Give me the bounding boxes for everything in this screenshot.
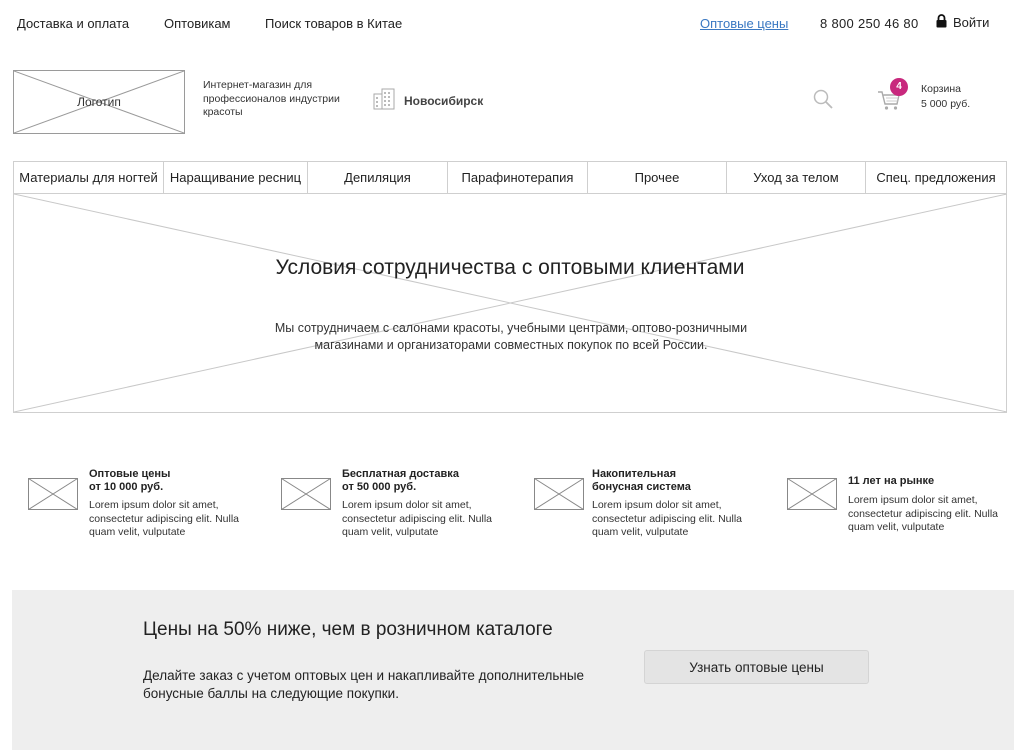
feature-item (787, 468, 1017, 548)
banner-subtitle: Мы сотрудничаем с салонами красоты, учебными центрами, оптово-розничными магазинами и организаторами совместных покупок по всей России. (274, 321, 748, 352)
envelope-icon (534, 478, 584, 510)
category-nav (13, 161, 1007, 194)
banner-placeholder-cross (14, 194, 1007, 412)
china-search-link[interactable]: Поиск товаров в Китае (265, 16, 403, 31)
cart-count-badge: 4 (890, 78, 908, 96)
building-icon (373, 88, 395, 113)
search-icon[interactable] (812, 88, 834, 110)
nav-item-other[interactable]: Прочее (588, 162, 727, 193)
feature-text: Lorem ipsum dolor sit amet, consectetur adipiscing elit. Nulla quam velit, vulputate (342, 499, 492, 538)
login-label: Войти (953, 14, 990, 30)
delivery-link[interactable]: Доставка и оплата (17, 16, 130, 31)
cart-amount: 5 000 руб. (921, 98, 971, 110)
lock-icon (936, 14, 947, 31)
promo-text: Делайте заказ с учетом оптовых цен и накапливайте дополнительные бонусные баллы на следующие покупки. (143, 668, 585, 701)
nav-item-body-care[interactable]: Уход за телом (727, 162, 866, 193)
phone-number[interactable]: 8 800 250 46 80 (820, 16, 919, 31)
top-bar (0, 0, 1024, 46)
nav-item-depilation[interactable]: Депиляция (308, 162, 448, 193)
cart-summary[interactable] (921, 82, 970, 112)
feature-item (28, 468, 258, 548)
promo-title: Цены на 50% ниже, чем в розничном каталоге (143, 619, 553, 640)
feature-title: Бесплатная доставка от 50 000 руб. (342, 468, 459, 493)
feature-text: Lorem ipsum dolor sit amet, consectetur adipiscing elit. Nulla quam velit, vulputate (89, 499, 239, 538)
city-name: Новосибирск (404, 93, 484, 108)
store-tagline: Интернет-магазин для профессионалов индустрии красоты (203, 79, 340, 118)
wholesale-prices-link[interactable]: Оптовые цены (700, 16, 789, 31)
city-selector[interactable] (373, 88, 483, 113)
feature-title: Накопительная бонусная система (592, 468, 691, 493)
logo-label: Логотип (77, 95, 121, 109)
learn-wholesale-prices-button[interactable]: Узнать оптовые цены (644, 650, 869, 684)
feature-item (534, 468, 764, 548)
feature-text: Lorem ipsum dolor sit amet, consectetur adipiscing elit. Nulla quam velit, vulputate (592, 499, 742, 538)
cart-label: Корзина (921, 83, 961, 95)
feature-title: Оптовые цены от 10 000 руб. (89, 468, 171, 493)
nav-item-lashes[interactable]: Наращивание ресниц (164, 162, 308, 193)
envelope-icon (281, 478, 331, 510)
nav-item-paraffin[interactable]: Парафинотерапия (448, 162, 588, 193)
feature-title: 11 лет на рынке (848, 475, 935, 487)
envelope-icon (28, 478, 78, 510)
envelope-icon (787, 478, 837, 510)
nav-item-nails[interactable]: Материалы для ногтей (14, 162, 164, 193)
wholesalers-link[interactable]: Оптовикам (164, 16, 231, 31)
wholesale-promo-section (12, 590, 1014, 750)
hero-banner (13, 194, 1007, 413)
banner-title: Условия сотрудничества с оптовыми клиентами (275, 256, 745, 279)
feature-item (281, 468, 511, 548)
logo-placeholder[interactable] (13, 70, 185, 134)
feature-text: Lorem ipsum dolor sit amet, consectetur adipiscing elit. Nulla quam velit, vulputate (848, 494, 998, 533)
login-button[interactable] (936, 13, 989, 31)
nav-item-special-offers[interactable]: Спец. предложения (876, 170, 996, 185)
